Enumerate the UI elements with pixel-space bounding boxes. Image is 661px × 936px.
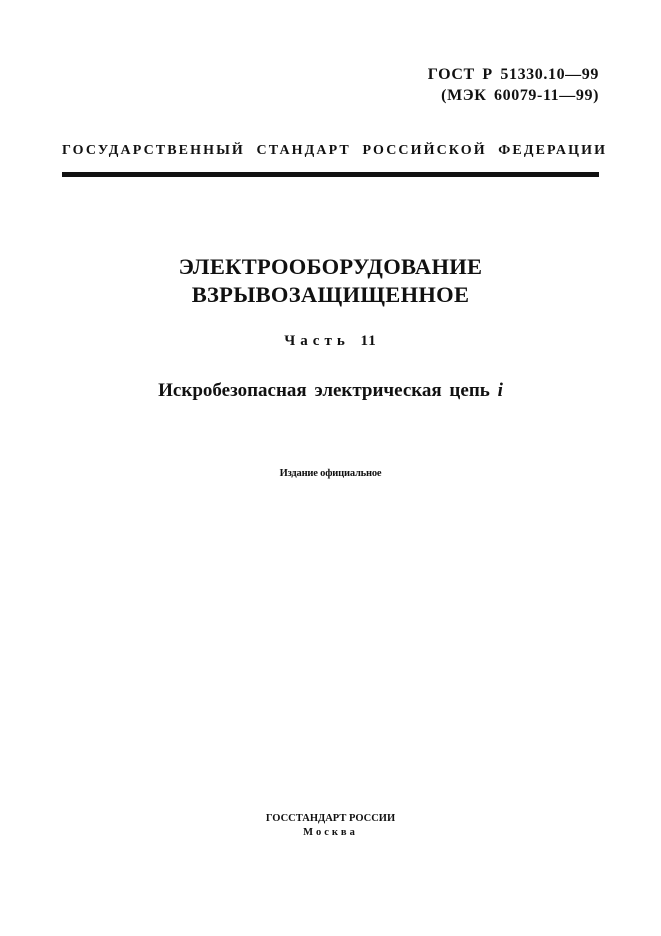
document-code-block [428, 64, 599, 106]
document-title [0, 253, 661, 309]
title-line-1: ЭЛЕКТРООБОРУДОВАНИЕ [178, 254, 483, 279]
publisher-city: Москва [303, 827, 358, 838]
state-standard-header: ГОСУДАРСТВЕННЫЙ СТАНДАРТ РОССИЙСКОЙ ФЕДЕРАЦИИ [62, 143, 608, 158]
document-code: ГОСТ Р 51330.10—99 [427, 66, 599, 83]
part-number: 11 [360, 333, 377, 349]
publisher-name: ГОССТАНДАРТ РОССИИ [265, 813, 396, 824]
document-subtitle [0, 380, 661, 402]
edition-note: Издание официальное [279, 468, 382, 479]
document-code-iec: (МЭК 60079-11—99) [441, 87, 599, 104]
header-rule [62, 172, 599, 177]
subtitle-text: Искробезопасная электрическая цепь [158, 380, 490, 401]
part-label: Часть [284, 333, 350, 349]
title-line-2: ВЗРЫВОЗАЩИЩЕННОЕ [191, 282, 470, 307]
publisher-block [0, 812, 661, 840]
subtitle-symbol: i [497, 380, 503, 401]
part-heading [0, 333, 661, 350]
